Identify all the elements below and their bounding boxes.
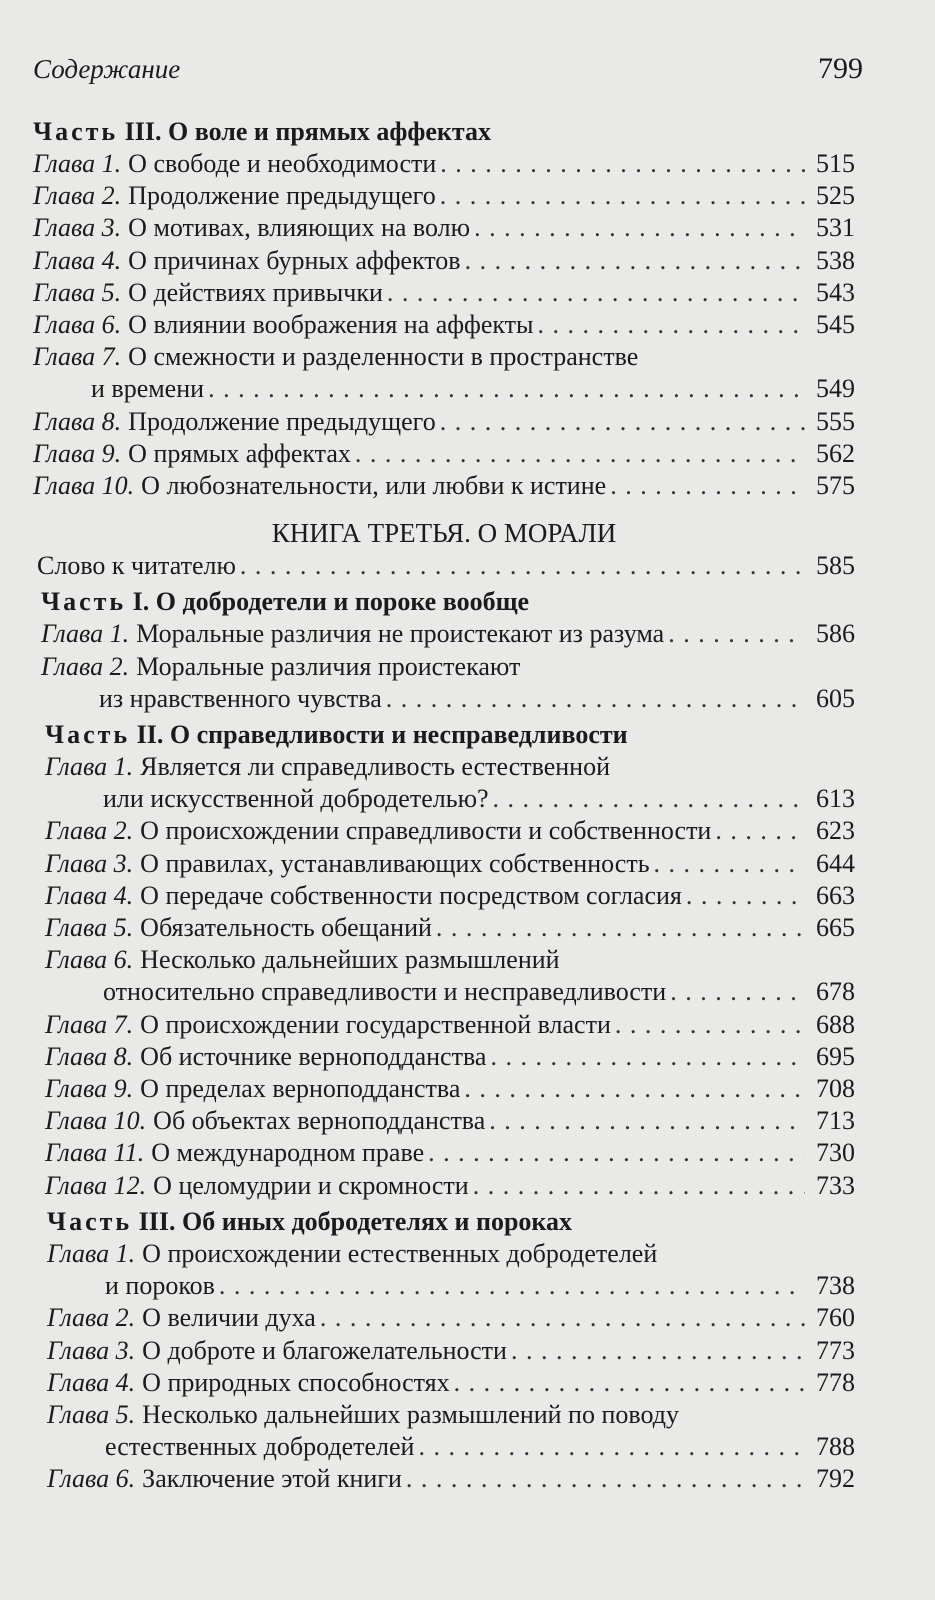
chapter-title: О любознательности, или любви к истине [141,471,607,501]
leader-dots [219,1270,805,1302]
chapter-label: Глава 12. [45,1170,147,1200]
chapter-label: Глава 8. [33,406,122,436]
leader-dots [511,1335,805,1367]
toc-entry [45,1137,855,1169]
chapter-page: 708 [816,1074,855,1104]
chapter-page: 545 [816,310,855,340]
chapter-page: 543 [816,277,855,307]
chapter-label: Глава 4. [33,245,122,275]
chapter-title: и пороков [105,1271,215,1301]
chapter-title: из нравственного чувства [99,683,382,713]
chapter-title: естественных добродетелей [105,1432,415,1462]
toc-entry [33,309,855,341]
toc-entry [47,1302,855,1334]
chapter-label: Глава 2. [33,181,122,211]
leader-dots [615,1009,805,1041]
chapter-title: О природных способностях [142,1367,450,1397]
chapter-label: Глава 3. [47,1335,136,1365]
toc-entry [47,1367,855,1399]
section-part3-book3 [33,1206,855,1496]
leader-dots [537,309,805,341]
leader-dots [386,683,805,715]
chapter-page: 730 [816,1138,855,1168]
leader-dots [686,880,805,912]
chapter-label: Глава 3. [33,213,122,243]
leader-dots [240,550,805,582]
part-heading: Часть I. О добродетели и пороке вообще [41,587,530,617]
leader-dots [610,470,805,502]
chapter-title: Несколько дальнейших размышлений [140,945,560,975]
toc-entry [45,912,855,944]
chapter-page: 515 [816,149,855,178]
chapter-title: Продолжение предыдущего [128,406,436,436]
chapter-label: Глава 3. [45,848,134,878]
chapter-label: Глава 10. [45,1106,147,1136]
leader-dots [208,373,805,405]
chapter-title: О происхождении справедливости и собственности [140,816,712,846]
chapter-title: О мотивах, влияющих на волю [128,213,471,243]
chapter-page: 788 [816,1432,855,1462]
part-heading: Часть III. О воле и прямых аффектах [33,117,491,146]
toc-entry [33,148,855,180]
chapter-label: Глава 7. [33,342,122,372]
chapter-label: Глава 1. [47,1238,136,1268]
chapter-label: Глава 1. [33,149,122,178]
page-number: 799 [818,52,863,85]
chapter-title: О международном праве [151,1138,425,1168]
chapter-page: 738 [816,1271,855,1301]
leader-dots [473,1170,805,1202]
chapter-page: 773 [816,1335,855,1365]
chapter-title: О происхождении естественных добродетелей [142,1238,658,1268]
toc-entry [45,880,855,912]
chapter-label: Глава 2. [45,816,134,846]
toc-entry [45,1073,855,1105]
chapter-title: О правилах, устанавливающих собственность [140,848,650,878]
toc-entry [33,438,855,470]
toc-entry [45,1009,855,1041]
leader-dots [715,815,805,847]
section-book3-preface [33,550,855,582]
chapter-title: О происхождении государственной власти [140,1009,611,1039]
chapter-title: О передаче собственности посредством согласия [140,880,682,910]
chapter-label: Глава 6. [47,1464,136,1494]
chapter-title: О пределах верноподданства [140,1074,461,1104]
toc-entry [47,1399,855,1463]
chapter-label: Глава 1. [45,752,134,782]
leader-dots [465,245,805,277]
toc-entry [45,815,855,847]
toc-entry [45,944,855,1008]
chapter-title: или искусственной добродетелью? [103,784,489,814]
toc-entry [41,651,855,715]
leader-dots [490,1041,805,1073]
toc-entry [45,1170,855,1202]
chapter-label: Глава 7. [45,1009,134,1039]
leader-dots [387,277,805,309]
chapter-page: 688 [816,1009,855,1039]
toc-entry-page: 585 [816,551,855,581]
chapter-title: О величии духа [142,1303,316,1333]
leader-dots [436,912,805,944]
toc-entry [47,1335,855,1367]
leader-dots [670,976,805,1008]
chapter-page: 695 [816,1041,855,1071]
section-part3-book2 [33,116,855,502]
leader-dots [454,1367,805,1399]
chapter-label: Глава 2. [47,1303,136,1333]
chapter-label: Глава 8. [45,1041,134,1071]
chapter-title: Об источнике верноподданства [140,1041,487,1071]
chapter-title: О прямых аффектах [128,438,351,468]
toc-entry [33,212,855,244]
chapter-title: Несколько дальнейших размышлений по поводу [142,1399,679,1429]
chapter-page: 531 [816,213,855,243]
toc-entry [47,1463,855,1495]
chapter-page: 549 [816,374,855,404]
chapter-title: Является ли справедливость естественной [140,752,611,782]
toc-entry [33,470,855,502]
leader-dots [428,1137,805,1169]
chapter-page: 525 [816,181,855,211]
leader-dots [440,180,805,212]
toc-entry [45,1041,855,1073]
chapter-label: Глава 5. [33,277,122,307]
chapter-title: О свободе и необходимости [128,149,437,178]
leader-dots [464,1073,805,1105]
chapter-page: 663 [816,880,855,910]
chapter-page: 613 [816,784,855,814]
chapter-label: Глава 11. [45,1138,145,1168]
chapter-page: 586 [816,619,855,649]
toc-entry [33,406,855,438]
leader-dots [406,1463,805,1495]
leader-dots [418,1431,805,1463]
chapter-label: Глава 5. [45,913,134,943]
leader-dots [493,783,805,815]
chapter-title: Заключение этой книги [142,1464,402,1494]
toc-entry [33,341,855,405]
chapter-title: О целомудрии и скромности [153,1170,469,1200]
leader-dots [654,848,805,880]
chapter-page: 605 [816,683,855,713]
toc-entry [45,1105,855,1137]
chapter-title: О влиянии воображения на аффекты [128,310,534,340]
chapter-label: Глава 2. [41,651,130,681]
toc-entry [33,245,855,277]
chapter-title: О доброте и благожелательности [142,1335,507,1365]
section-part1 [33,586,855,715]
chapter-title: О причинах бурных аффектов [128,245,461,275]
section-part2 [33,719,855,1202]
toc-entry-preface [37,550,855,582]
chapter-label: Глава 6. [45,945,134,975]
chapter-title: Продолжение предыдущего [128,181,436,211]
leader-dots [355,438,805,470]
leader-dots [440,406,805,438]
leader-dots [474,212,805,244]
toc-entry [45,848,855,880]
chapter-title: Обязательность обещаний [140,913,432,943]
chapter-title: и времени [91,374,205,404]
book-heading: КНИГА ТРЕТЬЯ. О МОРАЛИ [271,518,617,549]
chapter-title: О действиях привычки [128,277,383,307]
part-heading: Часть III. Об иных добродетелях и пороках [47,1206,573,1236]
chapter-page: 555 [816,406,855,436]
chapter-page: 678 [816,977,855,1007]
part-heading: Часть II. О справедливости и несправедливости [45,720,628,750]
toc-entry [33,180,855,212]
leader-dots [489,1105,805,1137]
chapter-page: 792 [816,1464,855,1494]
chapter-label: Глава 10. [33,471,135,501]
chapter-page: 575 [816,471,855,501]
chapter-label: Глава 6. [33,310,122,340]
chapter-title: Моральные различия проистекают [136,651,521,681]
toc-entry-text: Слово к читателю [37,551,236,581]
chapter-title: Об объектах верноподданства [153,1106,486,1136]
chapter-title: Моральные различия не проистекают из разума [136,619,665,649]
chapter-page: 733 [816,1170,855,1200]
leader-dots [440,148,805,180]
chapter-page: 778 [816,1367,855,1397]
chapter-page: 562 [816,438,855,468]
page-header [33,52,863,112]
toc-entry [47,1238,855,1302]
chapter-label: Глава 4. [45,880,134,910]
chapter-label: Глава 9. [33,438,122,468]
chapter-title: О смежности и разделенности в пространстве [128,342,639,372]
chapter-page: 760 [816,1303,855,1333]
chapter-label: Глава 1. [41,619,130,649]
chapter-page: 538 [816,245,855,275]
chapter-label: Глава 4. [47,1367,136,1397]
toc-entry [41,618,855,650]
chapter-page: 644 [816,848,855,878]
leader-dots [668,618,805,650]
leader-dots [320,1302,805,1334]
chapter-label: Глава 9. [45,1074,134,1104]
toc-entry [33,277,855,309]
chapter-title: относительно справедливости и несправедливости [103,977,667,1007]
page-title: Содержание [33,54,181,84]
chapter-label: Глава 5. [47,1399,136,1429]
toc-entry [45,751,855,815]
chapter-page: 713 [816,1106,855,1136]
chapter-page: 665 [816,913,855,943]
chapter-page: 623 [816,816,855,846]
